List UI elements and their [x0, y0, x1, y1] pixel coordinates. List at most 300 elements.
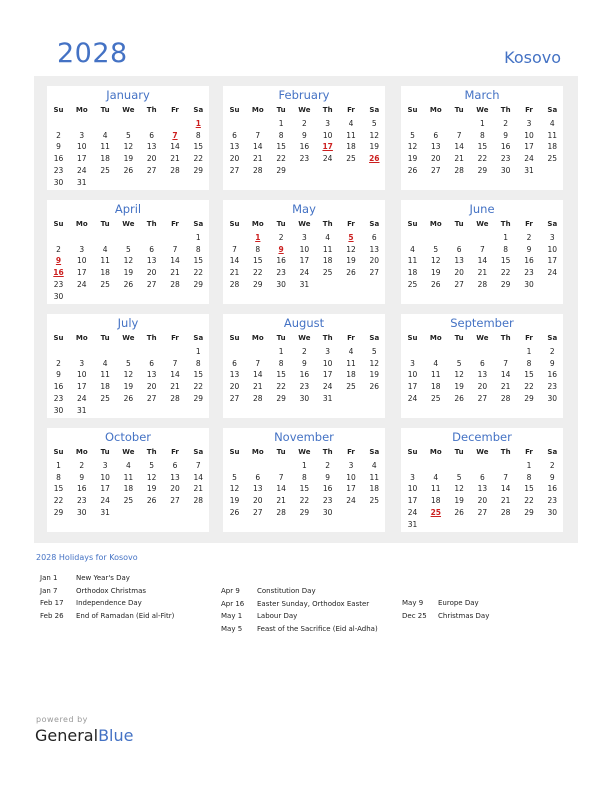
weekday-label: Th: [500, 220, 511, 228]
day-cell: 11: [123, 472, 134, 482]
country-name: Kosovo: [504, 48, 561, 67]
day-cell: 26: [123, 165, 134, 175]
day-cell: 2: [56, 358, 61, 368]
day-cell: 11: [346, 358, 356, 368]
day-cell: 14: [500, 484, 511, 494]
weekday-label: Th: [322, 106, 333, 114]
day-cell: 22: [477, 154, 488, 164]
weekday-header: [47, 106, 209, 116]
weekday-label: Sa: [547, 106, 558, 114]
day-cell: 30: [53, 405, 64, 415]
day-cell: 5: [126, 130, 131, 140]
day-cell: 10: [100, 472, 110, 482]
day-cell: 9: [302, 130, 307, 140]
holiday-column: [221, 587, 396, 637]
day-cell: 1: [195, 347, 201, 356]
day-cell: 14: [253, 142, 263, 152]
day-cell: 14: [500, 370, 511, 380]
day-cell: 26: [146, 496, 157, 506]
day-cell: 21: [193, 484, 204, 494]
weekday-header: [401, 220, 563, 230]
day-cell: 6: [371, 233, 377, 242]
day-cell: 16: [299, 142, 310, 152]
holiday-column: [40, 574, 215, 624]
day-cell: 21: [229, 268, 240, 278]
holiday-date: Jan 7: [40, 586, 58, 595]
day-cell: 5: [433, 244, 439, 254]
day-cell: 14: [170, 370, 180, 380]
day-cell: 2: [79, 461, 85, 470]
day-cell: 7: [480, 244, 485, 254]
day-cell: 24: [77, 279, 87, 289]
day-cell: 17: [77, 268, 87, 278]
day-cell: 25: [346, 382, 356, 392]
holiday-day-cell: 25: [430, 507, 442, 517]
day-cell: 20: [477, 382, 488, 392]
day-cell: 4: [325, 233, 331, 242]
weekday-label: Su: [53, 220, 64, 228]
day-cell: 22: [193, 382, 204, 392]
brand-general: General: [35, 726, 99, 745]
day-cell: 4: [348, 347, 354, 356]
month-january: [47, 86, 209, 190]
weekday-label: Su: [407, 106, 418, 114]
day-cell: 26: [454, 507, 464, 517]
day-cell: 19: [146, 484, 157, 494]
day-cell: 18: [369, 484, 380, 494]
weekday-label: We: [476, 448, 489, 456]
day-cell: 29: [253, 279, 263, 289]
day-cell: 29: [524, 393, 534, 403]
day-cell: 12: [454, 484, 464, 494]
day-cell: 16: [524, 256, 534, 266]
day-cell: 8: [278, 130, 284, 140]
month-name: April: [114, 202, 142, 216]
day-cell: 3: [79, 244, 85, 254]
holiday-date: Apr 16: [221, 599, 245, 608]
weekday-label: Mo: [251, 448, 264, 456]
weekday-label: Tu: [454, 448, 464, 456]
day-cell: 14: [276, 484, 286, 494]
day-cell: 6: [149, 244, 155, 254]
day-cell: 27: [146, 279, 157, 289]
day-cell: 24: [100, 496, 110, 506]
weekday-label: We: [122, 106, 135, 114]
day-cell: 8: [526, 358, 532, 368]
weekday-label: Mo: [75, 448, 88, 456]
day-cell: 13: [253, 484, 263, 494]
day-cell: 10: [322, 130, 333, 140]
day-cell: 6: [172, 461, 178, 470]
day-cell: 11: [407, 256, 418, 266]
day-cell: 17: [346, 484, 356, 494]
weekday-label: Sa: [193, 448, 204, 456]
day-cell: 26: [369, 382, 380, 392]
month-name: May: [292, 202, 316, 216]
weekday-label: Tu: [454, 220, 464, 228]
day-cell: 17: [322, 370, 333, 380]
holiday-date: Apr 9: [221, 587, 240, 595]
day-cell: 31: [77, 177, 87, 187]
day-cell: 19: [369, 370, 380, 380]
day-cell: 30: [500, 165, 511, 175]
day-cell: 25: [322, 268, 333, 278]
weekday-label: Th: [322, 448, 333, 456]
weekday-header: [401, 334, 563, 344]
weekday-label: Tu: [100, 334, 110, 342]
day-cell: 1: [195, 233, 201, 242]
weekday-label: We: [298, 220, 311, 228]
weekday-label: Sa: [547, 448, 558, 456]
day-cell: 22: [53, 496, 64, 506]
day-cell: 17: [407, 496, 418, 506]
day-cell: 29: [276, 165, 286, 175]
day-cell: 1: [56, 461, 61, 470]
day-cell: 13: [229, 370, 240, 380]
brand-blue: Blue: [98, 726, 134, 745]
weekday-header: [47, 334, 209, 344]
day-cell: 13: [369, 244, 380, 254]
holiday-name: Orthodox Christmas: [76, 586, 147, 595]
weekday-label: Sa: [369, 448, 380, 456]
day-cell: 6: [232, 358, 237, 368]
day-cell: 4: [371, 461, 377, 470]
day-cell: 3: [325, 347, 331, 356]
weekday-header: [47, 448, 209, 458]
day-cell: 23: [77, 496, 87, 506]
day-cell: 21: [454, 154, 464, 164]
holiday-name: Independence Day: [76, 599, 142, 607]
weekday-label: Su: [53, 106, 64, 114]
day-cell: 3: [302, 233, 307, 242]
day-cell: 10: [407, 370, 418, 380]
day-cell: 12: [346, 244, 356, 254]
weekday-label: Fr: [171, 334, 179, 342]
month-july: [47, 314, 209, 418]
day-cell: 2: [549, 347, 555, 356]
month-march: [401, 86, 563, 190]
day-cell: 16: [53, 154, 64, 164]
day-cell: 29: [524, 507, 534, 517]
day-cell: 13: [146, 142, 157, 152]
day-cell: 15: [299, 484, 310, 494]
day-cell: 3: [410, 472, 415, 482]
holiday-row: [40, 612, 215, 625]
day-cell: 12: [123, 256, 134, 266]
month-august: [223, 314, 385, 418]
day-cell: 16: [547, 484, 558, 494]
day-cell: 20: [170, 484, 180, 494]
holidays-title: 2028 Holidays for Kosovo: [36, 553, 138, 562]
day-cell: 10: [547, 244, 558, 254]
day-cell: 4: [102, 358, 108, 368]
day-cell: 19: [123, 154, 134, 164]
day-cell: 4: [102, 130, 108, 140]
weekday-label: We: [122, 448, 135, 456]
day-cell: 17: [100, 484, 110, 494]
month-october: [47, 428, 209, 532]
calendar-grid: [34, 76, 578, 543]
day-cell: 25: [123, 496, 134, 506]
holiday-day-cell: 9: [55, 256, 62, 266]
day-cell: 12: [407, 142, 418, 152]
day-cell: 3: [325, 119, 331, 128]
day-cell: 16: [276, 256, 286, 266]
day-cell: 10: [77, 256, 87, 266]
day-cell: 29: [477, 165, 488, 175]
day-cell: 2: [526, 233, 532, 242]
day-cell: 5: [456, 472, 462, 482]
weekday-label: Fr: [347, 106, 355, 114]
day-cell: 28: [500, 507, 511, 517]
weekday-label: Sa: [193, 106, 204, 114]
day-cell: 10: [77, 370, 87, 380]
day-cell: 7: [172, 244, 178, 254]
day-cell: 22: [299, 496, 310, 506]
day-cell: 17: [77, 154, 87, 164]
day-cell: 7: [503, 358, 509, 368]
day-cell: 28: [454, 165, 464, 175]
day-cell: 28: [253, 165, 263, 175]
day-cell: 19: [454, 496, 464, 506]
holiday-day-cell: 26: [369, 154, 380, 164]
month-may: [223, 200, 385, 304]
day-cell: 8: [526, 472, 532, 482]
weekday-label: Fr: [525, 106, 533, 114]
day-cell: 21: [500, 496, 511, 506]
day-cell: 30: [77, 507, 87, 517]
weekday-label: Sa: [369, 220, 380, 228]
day-cell: 16: [299, 370, 310, 380]
day-cell: 31: [322, 393, 333, 403]
day-cell: 21: [170, 382, 180, 392]
holiday-date: May 5: [221, 624, 243, 633]
day-cell: 17: [524, 142, 534, 152]
day-cell: 20: [454, 268, 464, 278]
day-cell: 29: [193, 165, 204, 175]
holiday-column: [402, 599, 577, 624]
day-cell: 31: [100, 507, 110, 517]
holiday-day-cell: 1: [195, 119, 201, 128]
holiday-day-cell: 1: [255, 233, 261, 242]
day-cell: 14: [229, 256, 240, 266]
day-cell: 26: [454, 393, 464, 403]
day-cell: 22: [253, 268, 263, 278]
day-cell: 19: [369, 142, 380, 152]
day-cell: 20: [146, 382, 157, 392]
weekday-label: Tu: [276, 448, 286, 456]
weekday-label: We: [476, 220, 489, 228]
weekday-label: Sa: [547, 220, 558, 228]
day-cell: 23: [299, 382, 310, 392]
weekday-label: Tu: [100, 448, 110, 456]
day-cell: 24: [77, 165, 87, 175]
day-cell: 18: [346, 142, 356, 152]
day-cell: 11: [100, 142, 110, 152]
weekday-label: Th: [146, 220, 157, 228]
day-cell: 20: [477, 496, 488, 506]
day-cell: 23: [500, 154, 511, 164]
day-cell: 22: [500, 268, 511, 278]
weekday-label: Fr: [525, 334, 533, 342]
day-cell: 23: [547, 382, 558, 392]
day-cell: 11: [431, 484, 441, 494]
weekday-label: Su: [229, 106, 240, 114]
day-cell: 23: [53, 165, 64, 175]
day-cell: 7: [255, 358, 261, 368]
day-cell: 27: [454, 279, 464, 289]
day-cell: 18: [100, 154, 110, 164]
day-cell: 5: [232, 472, 237, 482]
weekday-label: Tu: [454, 106, 464, 114]
day-cell: 18: [123, 484, 134, 494]
weekday-label: Tu: [100, 220, 110, 228]
day-cell: 27: [253, 507, 263, 517]
weekday-label: Fr: [347, 220, 355, 228]
holiday-row: [221, 600, 396, 613]
year-title: 2028: [57, 38, 128, 69]
holiday-name: Christmas Day: [438, 611, 490, 620]
weekday-label: Th: [146, 106, 157, 114]
holiday-date: Feb 26: [40, 611, 64, 620]
day-cell: 22: [524, 382, 534, 392]
holiday-name: Europe Day: [438, 599, 479, 607]
weekday-header: [401, 106, 563, 116]
day-cell: 17: [407, 382, 418, 392]
holiday-name: Easter Sunday, Orthodox Easter: [257, 599, 370, 608]
day-cell: 3: [79, 358, 85, 368]
holiday-day-cell: 7: [172, 130, 178, 140]
day-cell: 2: [503, 119, 509, 128]
day-cell: 30: [53, 177, 64, 187]
day-cell: 3: [526, 119, 532, 128]
day-cell: 12: [369, 358, 380, 368]
day-cell: 13: [170, 472, 180, 482]
day-cell: 31: [299, 279, 310, 289]
month-name: August: [283, 316, 325, 330]
day-cell: 5: [456, 358, 462, 368]
holiday-day-cell: 17: [322, 142, 333, 152]
day-cell: 25: [407, 279, 418, 289]
holiday-name: New Year's Day: [76, 574, 130, 582]
day-cell: 20: [431, 154, 441, 164]
day-cell: 12: [123, 142, 134, 152]
month-name: December: [452, 430, 512, 444]
day-cell: 5: [410, 130, 415, 140]
day-cell: 30: [547, 393, 558, 403]
day-cell: 2: [56, 130, 61, 140]
day-cell: 15: [193, 256, 204, 266]
day-cell: 14: [170, 142, 180, 152]
day-cell: 22: [193, 154, 204, 164]
day-cell: 27: [146, 393, 157, 403]
day-cell: 6: [480, 472, 485, 482]
day-cell: 15: [193, 370, 204, 380]
day-cell: 27: [369, 268, 380, 278]
day-cell: 18: [322, 256, 333, 266]
day-cell: 1: [526, 347, 532, 356]
day-cell: 28: [193, 496, 204, 506]
day-cell: 1: [480, 119, 485, 128]
weekday-label: Th: [322, 334, 333, 342]
weekday-header: [223, 448, 385, 458]
day-cell: 15: [193, 142, 204, 152]
day-cell: 15: [53, 484, 64, 494]
day-cell: 20: [229, 154, 240, 164]
weekday-header: [223, 334, 385, 344]
day-cell: 31: [524, 165, 534, 175]
weekday-label: Su: [53, 448, 64, 456]
day-cell: 14: [170, 256, 180, 266]
day-cell: 6: [232, 130, 237, 140]
day-cell: 10: [346, 472, 356, 482]
day-cell: 23: [53, 393, 64, 403]
day-cell: 4: [126, 461, 131, 470]
weekday-label: We: [122, 334, 135, 342]
day-cell: 24: [407, 507, 418, 517]
day-cell: 21: [477, 268, 488, 278]
day-cell: 4: [410, 244, 415, 254]
day-cell: 6: [149, 358, 155, 368]
powered-by-text: powered by: [36, 715, 88, 724]
day-cell: 10: [77, 142, 87, 152]
day-cell: 13: [431, 142, 441, 152]
day-cell: 26: [346, 268, 356, 278]
day-cell: 28: [170, 165, 180, 175]
weekday-label: Mo: [75, 334, 88, 342]
day-cell: 10: [299, 244, 310, 254]
weekday-label: Fr: [525, 220, 533, 228]
weekday-label: Th: [500, 448, 511, 456]
holiday-date: Feb 17: [40, 599, 64, 607]
day-cell: 8: [195, 130, 201, 140]
weekday-label: Su: [407, 334, 418, 342]
weekday-label: Mo: [429, 220, 442, 228]
month-name: January: [106, 88, 150, 102]
day-cell: 21: [170, 154, 180, 164]
day-cell: 31: [407, 519, 418, 529]
day-cell: 18: [407, 268, 418, 278]
month-september: [401, 314, 563, 418]
day-cell: 22: [193, 268, 204, 278]
day-cell: 18: [100, 382, 110, 392]
day-cell: 27: [170, 496, 180, 506]
day-cell: 24: [346, 496, 356, 506]
day-cell: 12: [229, 484, 240, 494]
day-cell: 25: [100, 165, 110, 175]
weekday-label: Tu: [276, 334, 286, 342]
day-cell: 17: [547, 256, 558, 266]
day-cell: 1: [503, 233, 509, 242]
weekday-label: We: [298, 334, 311, 342]
weekday-label: Su: [407, 448, 418, 456]
day-cell: 13: [477, 370, 488, 380]
day-cell: 17: [299, 256, 310, 266]
day-cell: 25: [547, 154, 558, 164]
day-cell: 10: [524, 130, 534, 140]
day-cell: 31: [77, 405, 87, 415]
day-cell: 11: [100, 256, 110, 266]
day-cell: 11: [369, 472, 380, 482]
weekday-label: Su: [229, 334, 240, 342]
day-cell: 27: [229, 393, 240, 403]
weekday-label: Su: [407, 220, 418, 228]
day-cell: 1: [278, 119, 284, 128]
day-cell: 15: [524, 370, 534, 380]
day-cell: 30: [322, 507, 333, 517]
month-name: November: [274, 430, 334, 444]
day-cell: 24: [524, 154, 534, 164]
